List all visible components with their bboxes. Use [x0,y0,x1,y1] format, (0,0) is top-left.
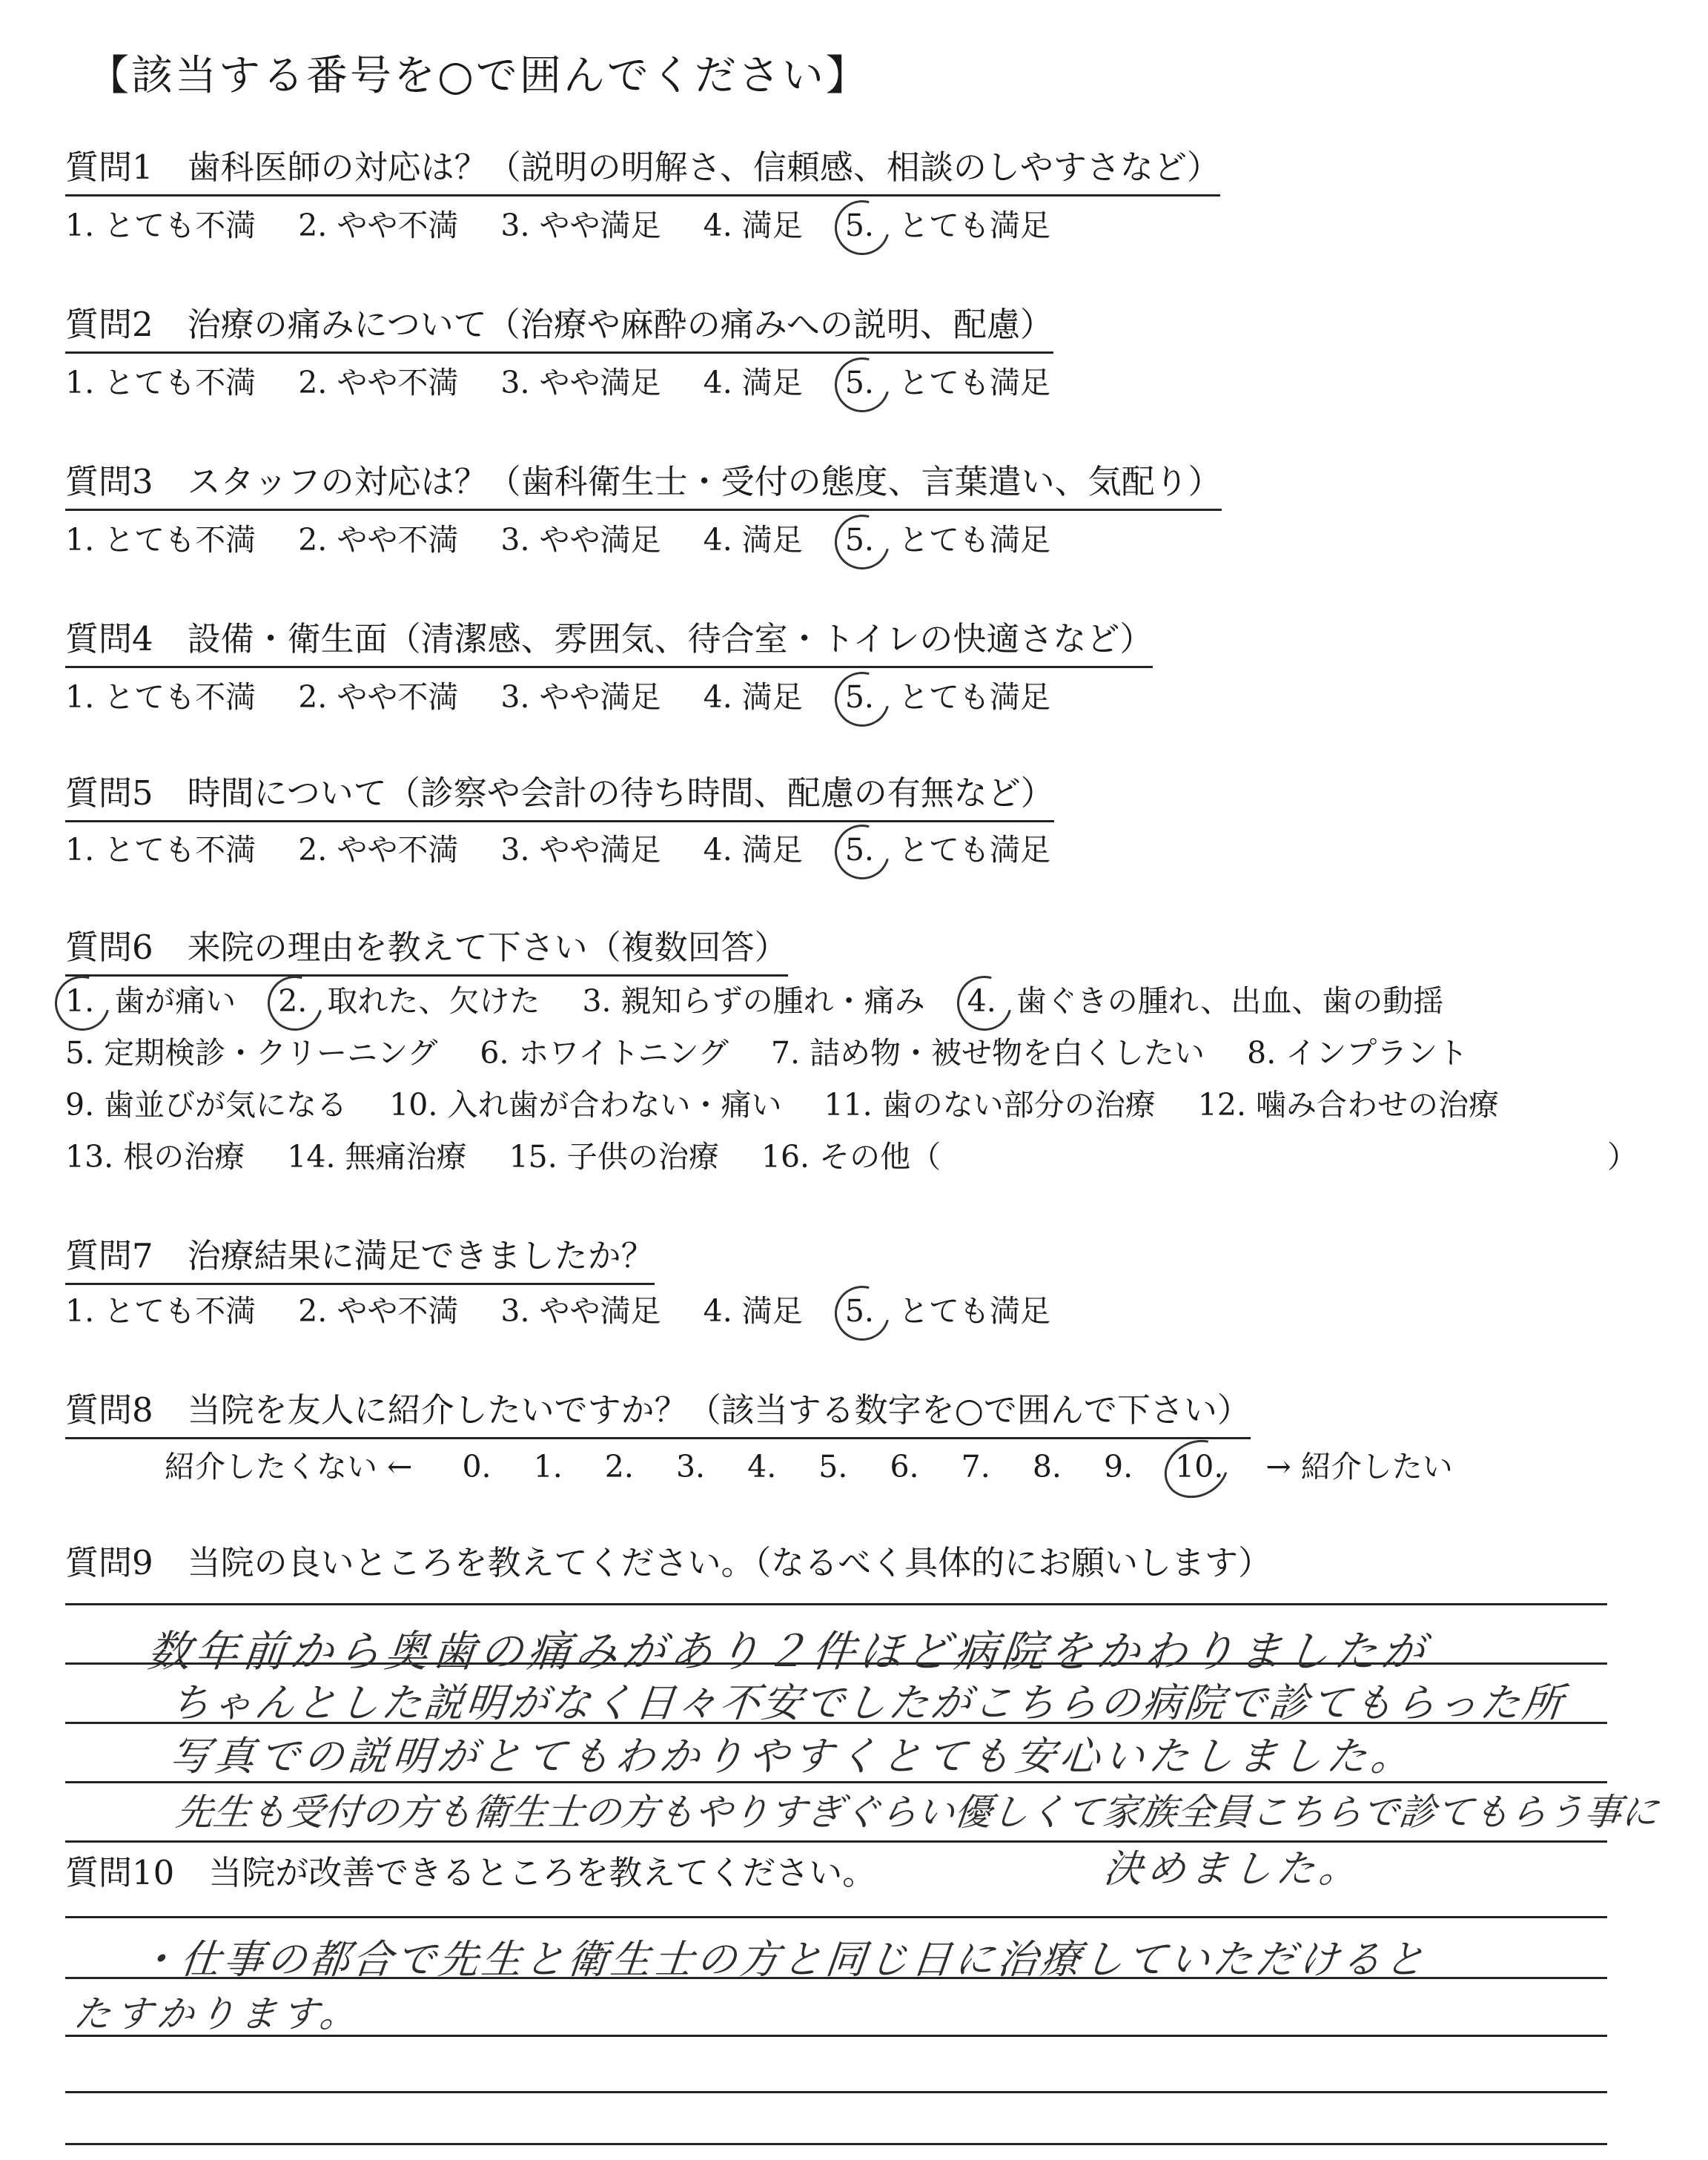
option[interactable]: 9. 歯並びが気になる [65,1087,348,1123]
option[interactable]: 1. とても不満 [65,208,256,243]
question-text: 時間について（診察や会計の待ち時間、配慮の有無など） [187,773,1054,813]
question-text: 歯科医師の対応は？（説明の明解さ、信頼感、相談のしやすさなど） [187,148,1220,187]
question-number: 質問6 [65,928,153,967]
option[interactable]: 12. 噛み合わせの治療 [1197,1087,1500,1123]
option[interactable]: 3. やや満足 [500,679,661,715]
option[interactable]: 1. とても不満 [65,1293,256,1329]
question-2 [65,303,1053,354]
answer-line [65,1916,1607,1918]
option[interactable]: 4. 満足 [703,832,803,868]
option-label: 歯が痛い [114,983,236,1019]
scale-left-label: 紹介したくない ← [165,1449,413,1484]
option[interactable]: 5. 定期検診・クリーニング [65,1035,438,1071]
option[interactable]: 3. やや満足 [500,522,661,558]
option[interactable]: 1. とても不満 [65,832,256,868]
option-selected[interactable]: 5. [845,829,874,871]
option[interactable]: 7. 詰め物・被せ物を白くしたい [770,1035,1205,1071]
option[interactable]: 1. とても不満 [65,679,256,715]
question-4 [65,617,1153,668]
scale-option[interactable]: 4. [747,1449,777,1484]
answer-line [65,2143,1607,2145]
question-number: 質問3 [65,462,153,501]
other-close-paren: ） [1607,1139,1638,1175]
option[interactable]: 11. 歯のない部分の治療 [824,1087,1156,1123]
option-selected[interactable]: 5. [845,676,874,718]
option[interactable]: 1. とても不満 [65,365,256,400]
option[interactable]: 2. やや不満 [298,208,459,243]
question-3 [65,460,1222,511]
question-number: 質問8 [65,1390,153,1430]
page-title: 【該当する番号を○で囲んでください】 [87,52,870,100]
option-selected[interactable]: 5. [845,519,874,561]
question-number: 質問2 [65,305,153,344]
answer-line [65,1603,1607,1605]
option-label: とても満足 [898,1293,1050,1329]
question-6 [65,925,788,977]
option[interactable]: 2. やや不満 [298,679,459,715]
question-7 [65,1234,655,1285]
option[interactable]: 8. インプラント [1247,1035,1469,1071]
scale-option[interactable]: 9. [1103,1449,1133,1484]
option-selected[interactable]: 5. [845,362,874,403]
option-selected[interactable]: 5. [845,1290,874,1332]
option[interactable]: 3. やや満足 [500,1293,661,1329]
question-number: 質問10 [65,1853,175,1892]
recommend-scale [165,1446,1486,1487]
scale-option[interactable]: 3. [675,1449,706,1484]
reason-row-3 [65,1084,1532,1126]
answer-scale-7 [65,1290,1083,1332]
scale-option[interactable]: 2. [604,1449,634,1484]
option[interactable]: 2. やや不満 [298,1293,459,1329]
option[interactable]: 6. ホワイトニング [480,1035,729,1071]
option-other[interactable]: 16. その他（ [761,1139,941,1175]
handwritten-answer-line: ちゃんとした説明がなく日々不安でしたがこちらの病院で診てもらった所 [168,1680,1567,1726]
handwritten-answer-line: ・仕事の都合で先生と衛生士の方と同じ日に治療していただけると [135,1936,1430,1983]
option[interactable]: 2. やや不満 [298,832,459,868]
question-text: 当院を友人に紹介したいですか？（該当する数字を○で囲んで下さい） [187,1390,1251,1430]
option[interactable]: 4. 満足 [703,679,803,715]
option-selected[interactable]: 5. [845,205,874,246]
handwritten-answer-line: たすかります。 [71,1992,364,2035]
option-label: とても満足 [898,832,1050,868]
option[interactable]: 13. 根の治療 [65,1139,245,1175]
option[interactable]: 3. やや満足 [500,832,661,868]
answer-scale-3 [65,519,1083,561]
answer-line [65,1840,1607,1843]
question-number: 質問9 [65,1543,153,1582]
option-label: 歯ぐきの腫れ、出血、歯の動揺 [1016,983,1444,1019]
question-text: 治療結果に満足できましたか？ [187,1236,655,1275]
question-text: 治療の痛みについて（治療や麻酔の痛みへの説明、配慮） [187,305,1053,344]
option[interactable]: 4. 満足 [703,208,803,243]
scale-option[interactable]: 1. [533,1449,563,1484]
option[interactable]: 10. 入れ歯が合わない・痛い [389,1087,782,1123]
scale-option[interactable]: 5. [818,1449,848,1484]
question-9 [65,1541,1271,1590]
option-label: とても満足 [898,208,1050,243]
scale-option-selected[interactable]: 10. [1175,1446,1223,1487]
question-number: 質問1 [65,148,153,187]
answer-scale-1 [65,205,1083,246]
question-5 [65,771,1054,822]
reason-row-1 [65,980,1476,1022]
option-selected[interactable]: 2. [278,980,307,1022]
question-number: 質問5 [65,773,153,813]
option[interactable]: 3. 親知らずの腫れ・痛み [582,983,925,1019]
question-number: 質問4 [65,619,153,658]
reason-row-2 [65,1032,1500,1074]
question-text: スタッフの対応は？（歯科衛生士・受付の態度、言葉遣い、気配り） [187,462,1222,501]
handwritten-answer-line: 写真での説明がとてもわかりやすくとても安心いたしました。 [168,1733,1418,1780]
question-1 [65,145,1220,196]
scale-right-label: → 紹介したい [1265,1449,1453,1484]
reason-row-4 [65,1136,941,1178]
handwritten-answer-line: 数年前から奥歯の痛みがあり２件ほど病院をかわりましたが [145,1626,1432,1677]
option[interactable]: 3. やや満足 [500,208,661,243]
question-text: 当院が改善できるところを教えてください。 [208,1853,876,1892]
option-label: とても満足 [898,679,1050,715]
option-label: とても満足 [898,522,1050,558]
option[interactable]: 14. 無痛治療 [287,1139,467,1175]
scale-option[interactable]: 0. [462,1449,491,1484]
option[interactable]: 15. 子供の治療 [509,1139,719,1175]
question-10 [65,1851,875,1900]
answer-scale-2 [65,362,1083,403]
option[interactable]: 2. やや不満 [298,365,459,400]
question-text: 当院の良いところを教えてください。（なるべく具体的にお願いします） [187,1543,1272,1582]
option-selected[interactable]: 1. [65,980,94,1022]
question-number: 質問7 [65,1236,153,1275]
answer-scale-4 [65,676,1083,718]
option[interactable]: 1. とても不満 [65,522,256,558]
question-text: 来院の理由を教えて下さい（複数回答） [187,928,788,967]
option-label: 取れた、欠けた [327,983,540,1019]
option[interactable]: 4. 満足 [703,365,803,400]
scale-option[interactable]: 7. [961,1449,990,1484]
question-8 [65,1388,1251,1439]
scale-option[interactable]: 8. [1032,1449,1062,1484]
option[interactable]: 3. やや満足 [500,365,661,400]
option-selected[interactable]: 4. [967,980,996,1022]
option[interactable]: 4. 満足 [703,522,803,558]
scale-option[interactable]: 6. [890,1449,919,1484]
option-label: とても満足 [898,365,1050,400]
answer-line [65,2091,1607,2093]
answer-scale-5 [65,829,1083,871]
handwritten-answer-line: 先生も受付の方も衛生士の方もやりすぎぐらい優しくて家族全員こちらで診てもらう事に [173,1791,1661,1834]
handwritten-answer-line: 決めました。 [1102,1847,1365,1892]
question-text: 設備・衛生面（清潔感、雰囲気、待合室・トイレの快適さなど） [187,619,1153,658]
option[interactable]: 2. やや不満 [298,522,459,558]
option[interactable]: 4. 満足 [703,1293,803,1329]
